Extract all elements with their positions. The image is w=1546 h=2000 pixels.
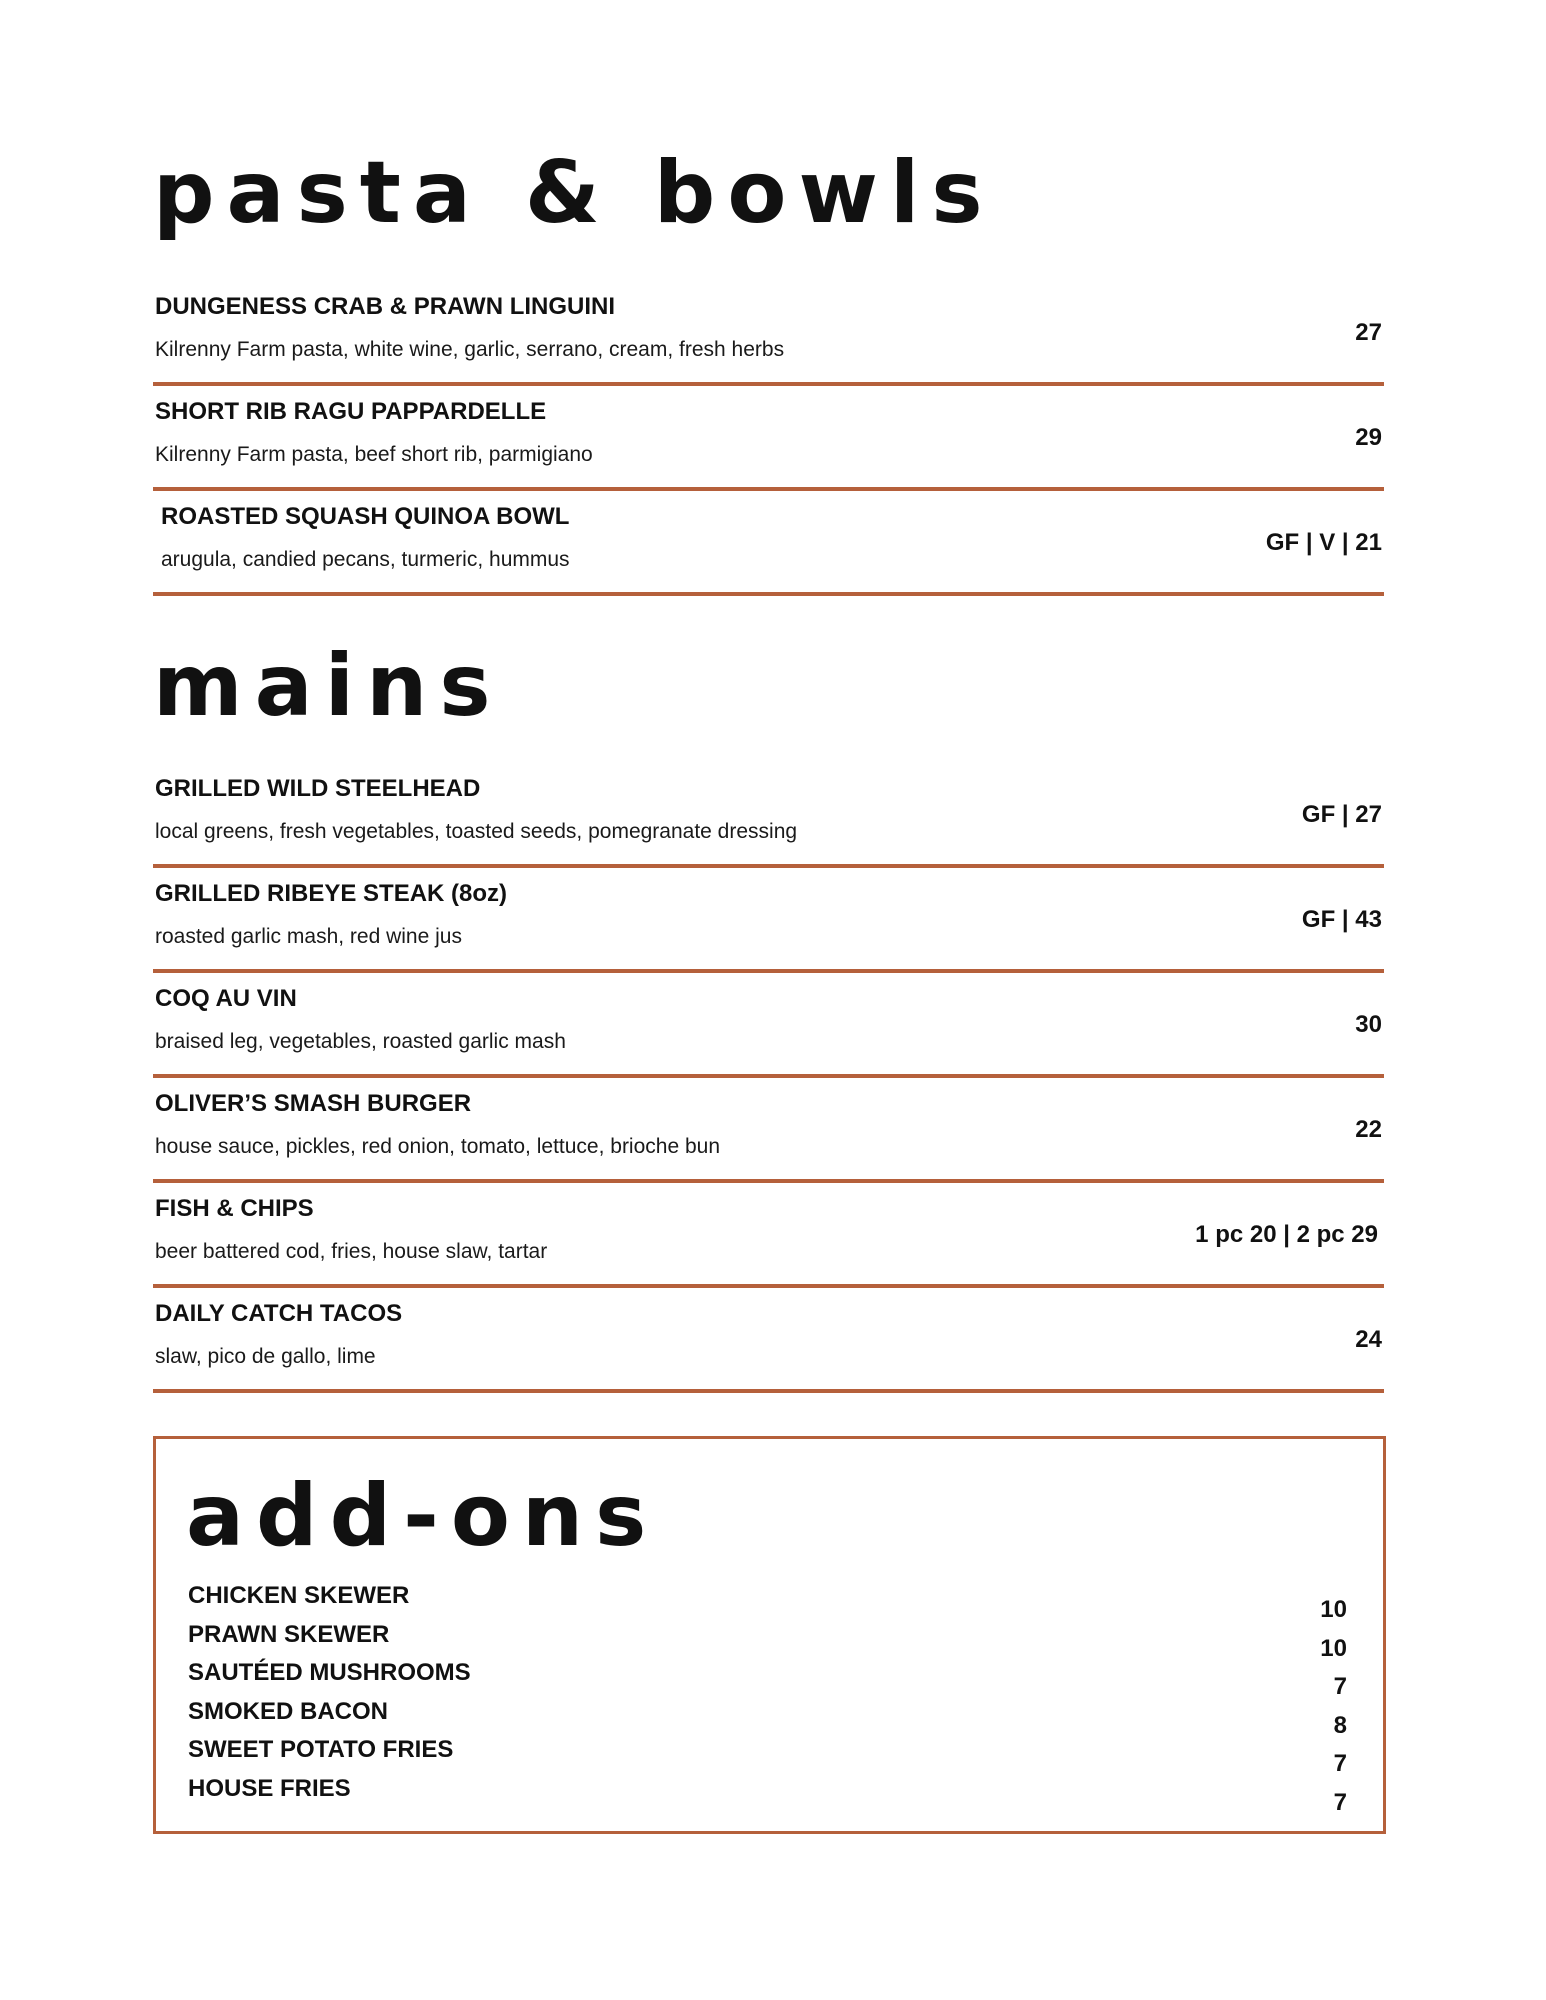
item-name: FISH & CHIPS bbox=[155, 1195, 314, 1222]
item-price: GF | V | 21 bbox=[1265, 529, 1382, 556]
item-description: beer battered cod, fries, house slaw, tartar bbox=[155, 1240, 548, 1263]
item-name: GRILLED WILD STEELHEAD bbox=[155, 775, 481, 802]
menu-item bbox=[153, 386, 1384, 491]
item-price: 22 bbox=[1355, 1116, 1382, 1143]
addon-name: HOUSE FRIES bbox=[188, 1774, 351, 1802]
item-name: OLIVER’S SMASH BURGER bbox=[155, 1090, 472, 1117]
item-price: 30 bbox=[1355, 1011, 1382, 1038]
menu-item bbox=[153, 491, 1384, 596]
addon-price: 7 bbox=[1333, 1788, 1347, 1816]
item-price: GF | 43 bbox=[1301, 906, 1382, 933]
menu-item bbox=[153, 763, 1384, 868]
item-name: DAILY CATCH TACOS bbox=[155, 1300, 403, 1327]
addon-name: SAUTÉED MUSHROOMS bbox=[188, 1659, 471, 1686]
item-description: Kilrenny Farm pasta, white wine, garlic, serrano, cream, fresh herbs bbox=[155, 338, 785, 361]
section-title-pasta-bowls: pasta & bowls bbox=[153, 143, 995, 243]
item-name: DUNGENESS CRAB & PRAWN LINGUINI bbox=[155, 293, 616, 320]
addons-box bbox=[153, 1436, 1386, 1834]
addon-name: CHICKEN SKEWER bbox=[188, 1582, 410, 1609]
item-description: house sauce, pickles, red onion, tomato, lettuce, brioche bun bbox=[155, 1135, 721, 1158]
section-title-add-ons: add-ons bbox=[186, 1466, 659, 1566]
section-title-mains: mains bbox=[153, 636, 503, 736]
menu-item bbox=[153, 281, 1384, 386]
item-name: SHORT RIB RAGU PAPPARDELLE bbox=[155, 398, 547, 425]
menu-item bbox=[153, 1078, 1384, 1183]
addon-names-list bbox=[188, 1577, 471, 1808]
item-description: roasted garlic mash, red wine jus bbox=[155, 925, 462, 948]
item-name: COQ AU VIN bbox=[155, 985, 297, 1012]
addon-name: SWEET POTATO FRIES bbox=[188, 1736, 454, 1763]
addon-price: 7 bbox=[1333, 1673, 1347, 1700]
menu-item bbox=[153, 1183, 1384, 1288]
item-description: Kilrenny Farm pasta, beef short rib, parmigiano bbox=[155, 443, 593, 466]
item-description: braised leg, vegetables, roasted garlic mash bbox=[155, 1030, 566, 1053]
item-price: 1 pc 20 | 2 pc 29 bbox=[1195, 1221, 1378, 1248]
addon-price: 10 bbox=[1320, 1634, 1347, 1662]
addon-prices-list bbox=[1320, 1591, 1347, 1822]
addon-price: 10 bbox=[1320, 1596, 1347, 1623]
addon-name: PRAWN SKEWER bbox=[188, 1620, 390, 1648]
item-description: local greens, fresh vegetables, toasted seeds, pomegranate dressing bbox=[155, 820, 798, 843]
item-price: GF | 27 bbox=[1301, 801, 1382, 828]
item-description: arugula, candied pecans, turmeric, hummus bbox=[161, 548, 570, 571]
item-price: 29 bbox=[1355, 424, 1382, 451]
menu-item bbox=[153, 973, 1384, 1078]
pasta-bowls-list bbox=[153, 281, 1384, 596]
mains-list bbox=[153, 763, 1384, 1393]
addon-name: SMOKED BACON bbox=[188, 1697, 389, 1725]
addon-price: 8 bbox=[1333, 1711, 1347, 1739]
menu-item bbox=[153, 1288, 1384, 1393]
addon-price: 7 bbox=[1333, 1750, 1347, 1777]
item-price: 24 bbox=[1355, 1326, 1382, 1353]
item-name: GRILLED RIBEYE STEAK (8oz) bbox=[155, 880, 508, 907]
item-price: 27 bbox=[1355, 319, 1382, 346]
menu-item bbox=[153, 868, 1384, 973]
item-name: ROASTED SQUASH QUINOA BOWL bbox=[161, 503, 570, 530]
item-description: slaw, pico de gallo, lime bbox=[155, 1345, 376, 1368]
